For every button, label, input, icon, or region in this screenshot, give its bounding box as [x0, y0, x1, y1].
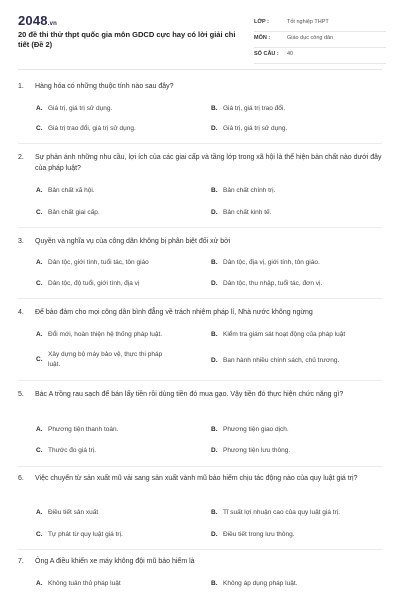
meta-label: SỐ CÂU :: [254, 51, 279, 57]
option-text: Phương tiện lưu thông.: [223, 447, 291, 454]
option-c[interactable]: [36, 530, 206, 540]
option-letter: A.: [36, 331, 43, 338]
option-b[interactable]: [211, 186, 386, 196]
option-letter: B.: [211, 331, 218, 338]
option-a[interactable]: [36, 425, 206, 435]
option-letter: C.: [36, 209, 43, 216]
question-number: 4.: [18, 309, 24, 316]
option-letter: A.: [36, 105, 43, 112]
option-b[interactable]: [211, 425, 386, 435]
option-b[interactable]: [211, 258, 386, 268]
question-4: [18, 307, 382, 318]
option-a[interactable]: [36, 579, 206, 589]
option-letter: B.: [211, 426, 218, 433]
option-text: Tự phát từ quy luật giá trị.: [48, 531, 123, 538]
option-letter: A.: [36, 259, 43, 266]
option-text: Thước đo giá trị.: [48, 447, 96, 454]
question-6: [18, 473, 382, 484]
option-letter: C.: [36, 280, 43, 287]
option-letter: B.: [211, 509, 218, 516]
option-b[interactable]: [211, 579, 386, 589]
meta-value: Tốt nghiệp THPT: [287, 19, 329, 25]
question-text: Sự phản ánh những nhu cầu, lợi ích của các giai cấp và tầng lớp trong xã hội là thể hiện bản chất nào dưới đây của pháp luật?: [35, 154, 382, 172]
option-letter: C.: [36, 356, 43, 363]
meta-value: Giáo dục công dân: [287, 35, 334, 41]
option-c[interactable]: [36, 124, 206, 134]
document-header: [18, 13, 382, 63]
option-text: Bản chất xã hội.: [48, 187, 95, 194]
option-text: Giá trị, giá trị sử dụng.: [223, 125, 288, 132]
option-letter: C.: [36, 447, 43, 454]
logo-suffix: .vn: [47, 21, 58, 27]
question-1: [18, 81, 382, 92]
question-text: Hàng hóa có những thuộc tính nào sau đây?: [35, 83, 174, 90]
option-letter: D.: [211, 447, 218, 454]
question-number: 2.: [18, 154, 24, 161]
option-text: Giá trị, giá trị sử dụng.: [48, 105, 113, 112]
question-number: 7.: [18, 558, 24, 565]
option-d[interactable]: [211, 446, 386, 456]
option-d[interactable]: [211, 356, 386, 366]
option-b[interactable]: [211, 330, 386, 340]
question-number: 6.: [18, 475, 24, 482]
option-text: Dân tộc, độ tuổi, giới tính, địa vị: [48, 280, 140, 287]
option-text: Bản chất kinh tế.: [223, 209, 272, 216]
exam-meta: [254, 16, 386, 64]
question-2: [18, 152, 382, 174]
question-number: 3.: [18, 238, 24, 245]
option-letter: C.: [36, 531, 43, 538]
option-letter: D.: [211, 357, 218, 364]
option-d[interactable]: [211, 530, 386, 540]
option-c[interactable]: [36, 279, 206, 289]
option-text: Ban hành nhiều chính sách, chủ trương.: [223, 357, 340, 364]
option-text: Điều tiết sản xuất: [48, 509, 99, 516]
option-letter: D.: [211, 531, 218, 538]
meta-row-count: [254, 48, 386, 64]
option-letter: A.: [36, 187, 43, 194]
question-divider: [18, 298, 382, 299]
option-letter: B.: [211, 259, 218, 266]
option-text: Phương tiện giao dịch.: [223, 426, 289, 433]
option-c[interactable]: [36, 446, 206, 456]
option-text: Đổi mới, hoàn thiện hệ thống pháp luật.: [48, 331, 163, 338]
option-text: Xây dựng bộ máy bảo vệ, thực thi pháp luật.: [48, 351, 163, 368]
option-d[interactable]: [211, 279, 386, 289]
question-3: [18, 236, 382, 247]
option-text: Giá trị, giá trị trao đổi.: [223, 105, 286, 112]
option-text: Kiểm tra giám sát hoạt động của pháp luật: [223, 331, 346, 338]
question-7: [18, 556, 382, 567]
logo-main: 2048: [18, 13, 48, 28]
option-text: Phương tiện thanh toán.: [48, 426, 119, 433]
meta-row-subject: [254, 32, 386, 48]
option-a[interactable]: [36, 330, 206, 340]
option-letter: D.: [211, 125, 218, 132]
question-divider: [18, 143, 382, 144]
option-text: Dân tộc, giới tính, tuổi tác, tôn giáo: [48, 259, 149, 266]
option-b[interactable]: [211, 104, 386, 114]
option-letter: A.: [36, 509, 43, 516]
site-logo[interactable]: [18, 13, 57, 28]
question-divider: [18, 549, 382, 550]
option-text: Dân tộc, địa vị, giới tính, tôn giáo.: [223, 259, 320, 266]
option-letter: B.: [211, 580, 218, 587]
option-text: Không tuân thủ pháp luật: [48, 580, 121, 587]
option-letter: C.: [36, 125, 43, 132]
option-text: Giá trị trao đổi, giá trị sử dụng.: [48, 125, 136, 132]
question-text: Để bảo đảm cho mọi công dân bình đẳng về trách nhiệm pháp lí, Nhà nước không ngừng: [35, 309, 313, 316]
option-letter: D.: [211, 209, 218, 216]
question-text: Việc chuyển từ sản xuất mũ vải sang sản xuất vành mũ bảo hiểm chịu tác động nào của quy luật giá trị?: [35, 475, 358, 482]
option-text: Không áp dụng pháp luật.: [223, 580, 298, 587]
option-letter: A.: [36, 580, 43, 587]
option-letter: A.: [36, 426, 43, 433]
option-d[interactable]: [211, 208, 386, 218]
option-c[interactable]: [36, 350, 166, 370]
question-divider: [18, 380, 382, 381]
option-d[interactable]: [211, 124, 386, 134]
question-text: Bác A trồng rau sạch để bán lấy tiền rồi dùng tiền đó mua gạo. Vậy tiền đó thực hiện chức năng gì?: [35, 391, 344, 398]
option-text: Bản chất giai cấp.: [48, 209, 100, 216]
option-a[interactable]: [36, 186, 206, 196]
option-text: Bản chất chính trị.: [223, 187, 276, 194]
option-b[interactable]: [211, 508, 386, 518]
meta-label: LỚP :: [254, 19, 269, 25]
option-letter: B.: [211, 187, 218, 194]
option-text: Tỉ suất lợi nhuận cao của quy luật giá trị.: [223, 509, 340, 516]
option-a[interactable]: [36, 508, 206, 518]
question-number: 1.: [18, 83, 24, 90]
meta-label: MÔN :: [254, 35, 271, 41]
question-divider: [18, 227, 382, 228]
meta-value: 40: [287, 51, 294, 57]
question-divider: [18, 466, 382, 467]
meta-row-class: [254, 16, 386, 32]
option-a[interactable]: [36, 104, 206, 114]
option-c[interactable]: [36, 208, 206, 218]
header-divider: [18, 69, 382, 70]
question-5: [18, 389, 382, 400]
option-letter: D.: [211, 280, 218, 287]
question-number: 5.: [18, 391, 24, 398]
option-letter: B.: [211, 105, 218, 112]
option-text: Dân tộc, thu nhập, tuổi tác, đơn vị.: [223, 280, 323, 287]
page-title: 20 đề thi thử thpt quốc gia môn GDCD cực hay có lời giải chi tiết (Đề 2): [18, 30, 236, 49]
question-text: Ông A điều khiển xe máy không đội mũ bảo hiểm là: [35, 558, 195, 565]
option-text: Điều tiết trong lưu thông.: [223, 531, 295, 538]
question-text: Quyền và nghĩa vụ của công dân không bị phân biệt đối xử bởi: [35, 238, 231, 245]
option-a[interactable]: [36, 258, 206, 268]
